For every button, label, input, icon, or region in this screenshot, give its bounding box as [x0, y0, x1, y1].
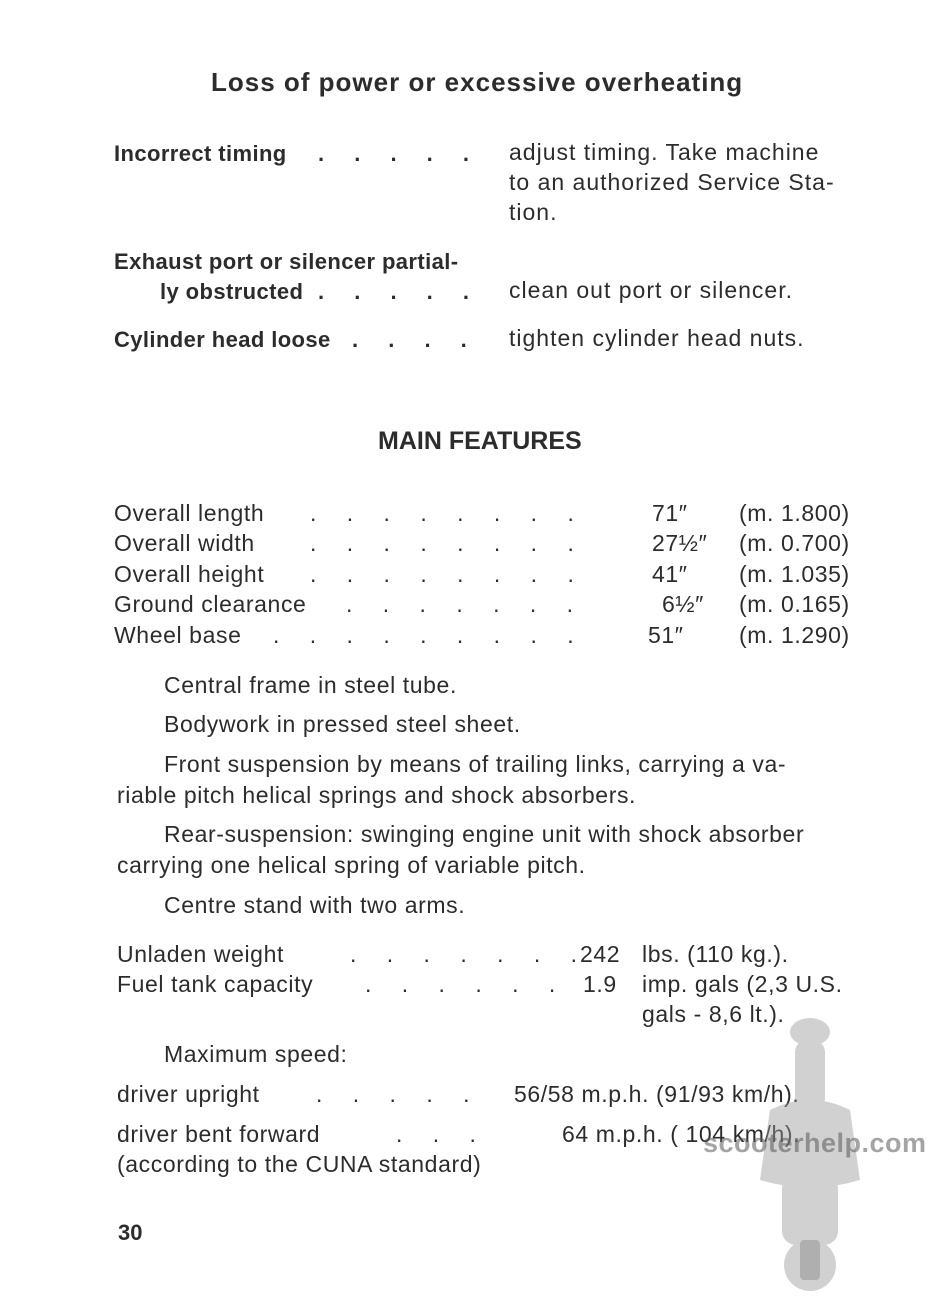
leader-dots: . . . . . — [316, 1081, 482, 1107]
dimension-inches: 27½″ — [652, 530, 708, 556]
remedy-text: adjust timing. Take machine — [509, 139, 820, 165]
dimension-label: Wheel base — [114, 622, 242, 648]
speed-value: 64 m.p.h. ( 104 km/h). — [562, 1121, 801, 1147]
dimension-metric: (m. 0.700) — [739, 530, 850, 556]
description-text: Central frame in steel tube. — [164, 672, 457, 698]
weight-unit: lbs. (110 kg.). — [642, 941, 789, 967]
leader-dots: . . . . . — [318, 141, 482, 166]
leader-dots: . . . . . . . — [346, 591, 586, 617]
remedy-text: tion. — [509, 199, 558, 225]
speed-heading: Maximum speed: — [164, 1041, 348, 1067]
page-number: 30 — [118, 1220, 143, 1245]
description-text: riable pitch helical springs and shock absorbers. — [117, 782, 637, 808]
description-text: carrying one helical spring of variable pitch. — [117, 852, 586, 878]
standard-note: (according to the CUNA standard) — [117, 1151, 482, 1177]
weight-value: 1.9 — [583, 971, 617, 997]
dimension-inches: 71″ — [652, 500, 688, 526]
leader-dots: . . . . . . . . — [310, 500, 586, 526]
leader-dots: . . . . . . . . — [310, 561, 586, 587]
leader-dots: . . . . . . — [365, 971, 568, 997]
weight-label: Unladen weight — [117, 941, 284, 967]
remedy-text: to an authorized Service Sta- — [509, 169, 835, 195]
dimension-metric: (m. 0.165) — [739, 591, 850, 617]
dimension-inches: 6½″ — [662, 591, 704, 617]
weight-value: 242 — [580, 941, 621, 967]
watermark-text: scooterhelp.com — [703, 1128, 927, 1158]
leader-dots: . . . — [396, 1121, 488, 1147]
dimension-label: Overall width — [114, 530, 255, 556]
dimension-label: Overall length — [114, 500, 265, 526]
features-title: MAIN FEATURES — [378, 427, 582, 455]
description-text: Bodywork in pressed steel sheet. — [164, 711, 521, 737]
leader-dots: . . . . . . . . — [310, 530, 586, 556]
description-text: Front suspension by means of trailing links, carrying a va- — [164, 751, 787, 777]
leader-dots: . . . . . — [318, 279, 482, 304]
dimension-inches: 41″ — [652, 561, 688, 587]
weight-label: Fuel tank capacity — [117, 971, 314, 997]
remedy-text: tighten cylinder head nuts. — [509, 325, 805, 351]
cause-label: Cylinder head loose — [114, 327, 331, 352]
description-text: Rear-suspension: swinging engine unit with shock absorber — [164, 821, 805, 847]
speed-value: 56/58 m.p.h. (91/93 km/h). — [514, 1081, 800, 1107]
cause-label: Incorrect timing — [114, 141, 287, 166]
cause-label: ly obstructed — [160, 279, 304, 304]
weight-unit: imp. gals (2,3 U.S. — [642, 971, 843, 997]
dimension-metric: (m. 1.800) — [739, 500, 850, 526]
weight-unit: gals - 8,6 lt.). — [642, 1001, 785, 1027]
remedy-text: clean out port or silencer. — [509, 277, 793, 303]
dimension-metric: (m. 1.290) — [739, 622, 850, 648]
dimension-label: Ground clearance — [114, 591, 307, 617]
dimension-label: Overall height — [114, 561, 265, 587]
section-title: Loss of power or excessive overheating — [211, 67, 744, 97]
description-text: Centre stand with two arms. — [164, 892, 466, 918]
cause-label: Exhaust port or silencer partial- — [114, 249, 459, 274]
speed-label: driver bent forward — [117, 1121, 321, 1147]
dimension-inches: 51″ — [648, 622, 684, 648]
dimension-metric: (m. 1.035) — [739, 561, 850, 587]
speed-label: driver upright — [117, 1081, 260, 1107]
leader-dots: . . . . . . . . . — [273, 622, 586, 648]
leader-dots: . . . . — [352, 327, 479, 352]
leader-dots: . . . . . . . — [350, 941, 590, 967]
